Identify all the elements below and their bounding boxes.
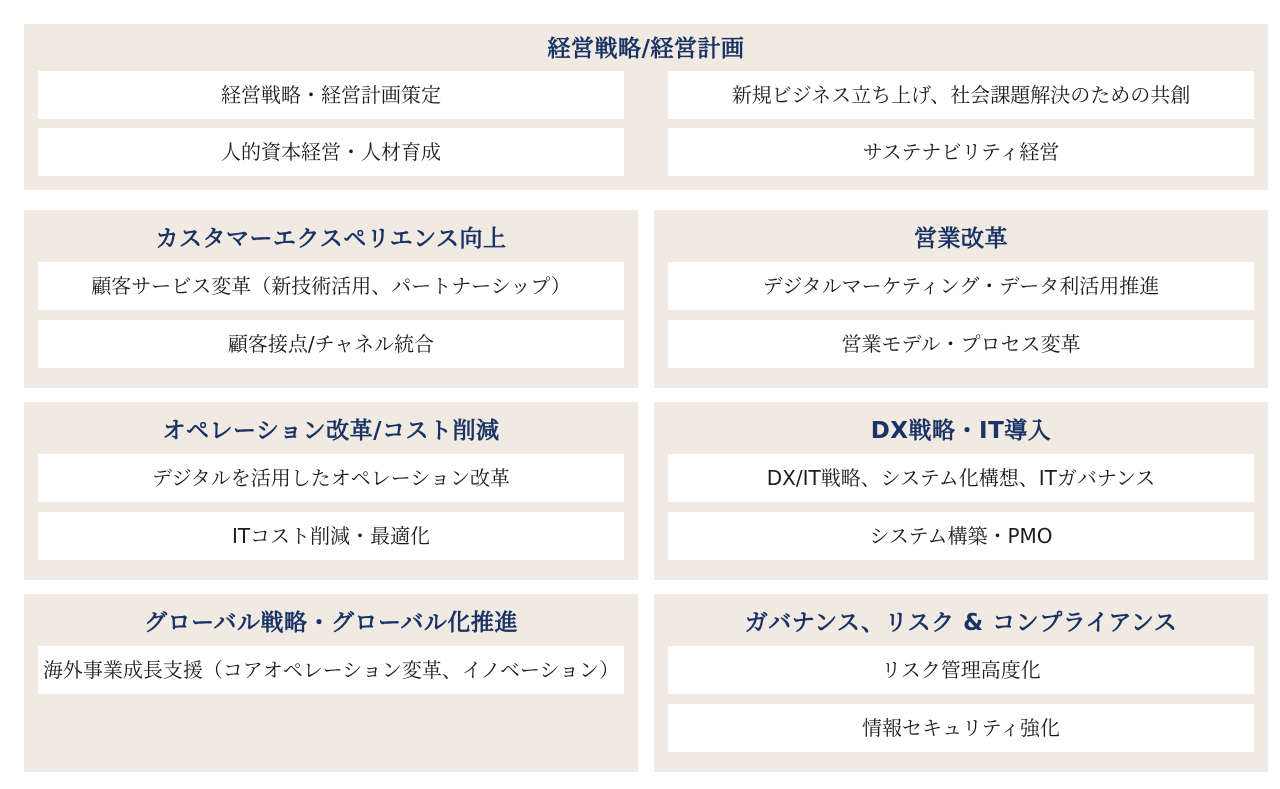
category-box-management-strategy — [24, 24, 1268, 190]
service-item: 営業モデル・プロセス変革 — [668, 320, 1254, 368]
service-item: デジタルを活用したオペレーション改革 — [38, 454, 624, 502]
category-box-sales-reform — [654, 210, 1268, 388]
service-item: サステナビリティ経営 — [668, 128, 1254, 176]
category-box-governance-risk-compliance — [654, 594, 1268, 772]
service-item: 海外事業成長支援（コアオペレーション変革、イノベーション） — [38, 646, 624, 694]
service-item: 情報セキュリティ強化 — [668, 704, 1254, 752]
service-item: 経営戦略・経営計画策定 — [38, 71, 624, 119]
category-title-customer-experience: カスタマーエクスペリエンス向上 — [155, 226, 507, 252]
service-item-list — [38, 71, 1254, 176]
service-item-list — [668, 262, 1254, 368]
service-item-list — [668, 646, 1254, 752]
category-title-operation-reform: オペレーション改革/コスト削減 — [162, 418, 500, 444]
service-item: DX/IT戦略、システム化構想、ITガバナンス — [668, 454, 1254, 502]
category-box-customer-experience — [24, 210, 638, 388]
category-title-dx-strategy: DX戦略・IT導入 — [870, 418, 1052, 444]
service-item: 顧客サービス変革（新技術活用、パートナーシップ） — [38, 262, 624, 310]
service-item-list — [38, 646, 624, 694]
category-box-global-strategy — [24, 594, 638, 772]
service-item: デジタルマーケティング・データ利活用推進 — [668, 262, 1254, 310]
service-item: 人的資本経営・人材育成 — [38, 128, 624, 176]
service-item: 顧客接点/チャネル統合 — [38, 320, 624, 368]
category-box-dx-strategy — [654, 402, 1268, 580]
service-item: 新規ビジネス立ち上げ、社会課題解決のための共創 — [668, 71, 1254, 119]
category-title-sales-reform: 営業改革 — [914, 226, 1008, 252]
service-item-list — [38, 454, 624, 560]
service-item-list — [668, 454, 1254, 560]
category-title-management-strategy: 経営戦略/経営計画 — [547, 36, 745, 62]
category-title-governance-risk-compliance: ガバナンス、リスク & コンプライアンス — [744, 610, 1178, 636]
service-item-list — [38, 262, 624, 368]
category-title-global-strategy: グローバル戦略・グローバル化推進 — [144, 610, 518, 636]
category-box-operation-reform — [24, 402, 638, 580]
service-item: ITコスト削減・最適化 — [38, 512, 624, 560]
service-item: リスク管理高度化 — [668, 646, 1254, 694]
service-item: システム構築・PMO — [668, 512, 1254, 560]
